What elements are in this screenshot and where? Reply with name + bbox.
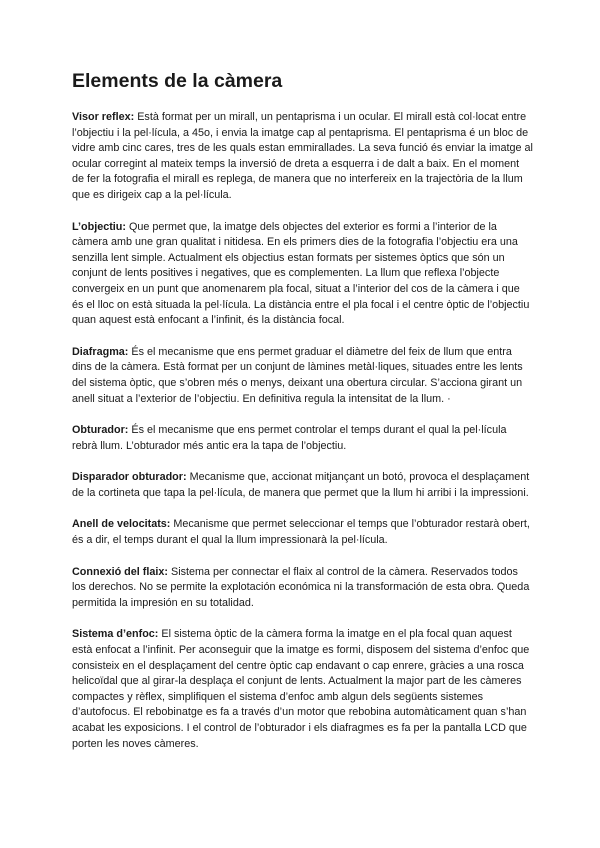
section-objectiu (72, 220, 534, 329)
section-text: Està format per un mirall, un pentaprisma i un ocular. El mirall està col·locat entre l’objectiu i la pel·lícula, a 45o, i envia la imatge cap al pentaprisma. El pentaprisma é un bloc de vidre amb cinc cares, tres de les quals estan emmirallades. La seva funció és enviar la imatge al ocular corregint al mateix temps la inversió de dreta a esquerra i de dalt a baix. En el moment de fer la fotografia el mirall es replega, de manera que no interfereix en la trajectòria de la llum que es dirigeix cap a la pel·lícula. (72, 111, 533, 201)
section-term: Connexió del flaix: (72, 565, 168, 578)
document-page (72, 68, 534, 768)
section-term: Obturador: (72, 424, 129, 437)
section-term: Visor reflex: (72, 111, 135, 123)
section-text: Mecanisme que, accionat mitjançant un botó, provoca el desplaçament de la cortineta que tapa la pel·lícula, de manera que permet que la llum hi arribi i la impressioni. (72, 471, 530, 499)
section-text: Mecanisme que permet seleccionar el temps que l’obturador restarà obert, és a dir, el temps durant el qual la llum impressionarà la pel·lícula. (72, 518, 530, 547)
section-visor-reflex (72, 110, 534, 204)
section-disparador-obturador (72, 470, 534, 501)
section-connexio-flaix (72, 565, 534, 612)
section-term: Disparador obturador: (72, 471, 187, 484)
section-term: Sistema d’enfoc: (72, 628, 159, 641)
section-text: És el mecanisme que ens permet graduar el diàmetre del feix de llum que entra dins de la càmera. Està format per un conjunt de làmines metàl·liques, situades entre les lents del sistema òptic, que s’obren més o menys, deixant una obertura circular. S’acciona girant un anell situat a l’exterior de l’objectiu. En definitiva regula la intensitat de la llum. · (72, 345, 523, 405)
section-term: L’objectiu: (72, 220, 126, 233)
section-term: Anell de velocitats: (72, 518, 171, 531)
section-text: És el mecanisme que ens permet controlar el temps durant el qual la pel·lícula rebrà llum. L’obturador més antic era la tapa de l’objectiu. (72, 424, 507, 452)
section-text: Sistema per connectar el flaix al control de la càmera. Reservados todos los derechos. No se permite la explotación económica ni la transformación de esta obra. Queda permitida la impresión en su totalidad. (72, 565, 530, 609)
section-term: Diafragma: (72, 345, 129, 358)
section-anell-velocitats (72, 517, 534, 548)
section-text: El sistema òptic de la càmera forma la imatge en el pla focal quan aquest està enfocat a l’infinit. Per aconseguir que la imatge es formi, disposem del sistema d’enfoc que consisteix en el desplaçament del centre òptic cap endavant o cap enrere, gràcies a una rosca helicoïdal que al girar-la desplaça el conjunt de lents. Actualment la major part de les càmeres compactes y rèflex, simplifiquen el sistema d’enfoc amb algun dels següents sistemes d’autofocus. El rebobinatge es fa a través d’un motor que rebobina automàticament quan s’han acabat les exposicions. I el control de l’obturador i els diafragmes es fa per la pantalla LCD que porten les noves càmeres. (72, 628, 530, 750)
section-sistema-enfoc (72, 627, 534, 752)
document-title: Elements de la càmera (72, 70, 283, 92)
section-diafragma (72, 345, 534, 407)
section-obturador (72, 423, 534, 454)
section-text: Que permet que, la imatge dels objectes del exterior es formi a l’interior de la càmera amb une gran qualitat i nitidesa. En els primers dies de la fotografia l’objectiu era una senzilla lent simple. Actualment els objectius estan formats per sistemes òptics que són un conjunt de lents positives i negatives, que es complementen. La llum que reflexa l’objecte convergeix en un punt que anomenarem pla focal, situat a l’interior del cos de la càmera i que és el lloc on està situada la pel·lícula. La distància entre el pla focal i el centre òptic de l’objectiu quan aquest està enfocant a l’infinit, és la distància focal. (72, 220, 530, 327)
